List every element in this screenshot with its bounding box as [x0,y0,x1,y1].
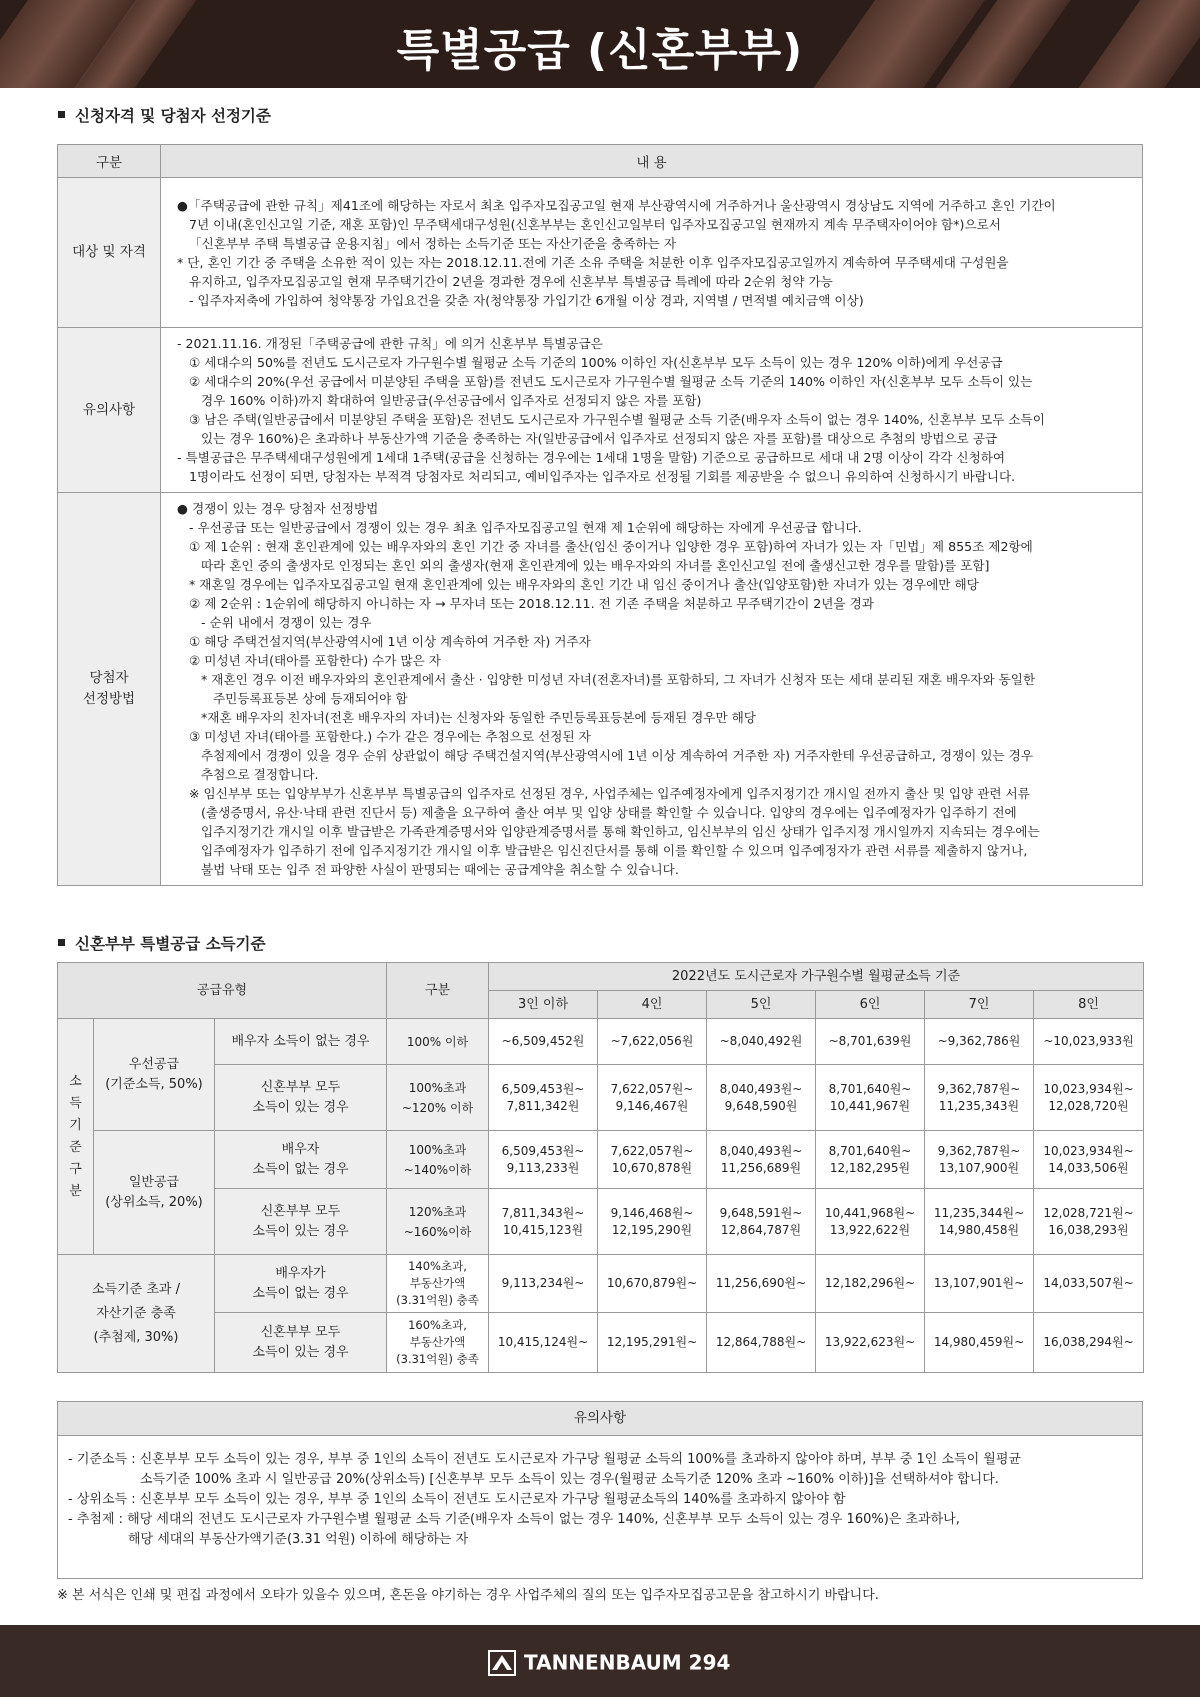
income-value [489,1131,598,1189]
content-line: * 재혼인 경우 이전 배우자와의 혼인관계에서 출산 · 입양한 미성년 자녀(전혼자녀)를 포함하되, 그 자녀가 신청자 또는 세대 분리된 재혼 배우자와 동일한 [201,672,1036,687]
cell-line: 120%초과 [408,1204,467,1219]
supply-type-header: 공급유형 [58,963,387,1019]
income-value [598,1255,707,1313]
supply-type [215,1131,387,1189]
cell-line: (기준소득, 50%) [105,1076,203,1092]
cell-line: 12,028,721원~ [1043,1205,1134,1220]
cell-line: ~7,622,056원 [610,1034,694,1048]
income-value [925,1255,1034,1313]
content-header: 내 용 [161,145,1143,178]
footnote: ※ 본 서식은 인쇄 및 편집 과정에서 오타가 있을수 있으며, 혼돈을 야기하는 경우 사업주체의 질의 또는 입주자모집공고문을 참고하시기 바랍니다. [57,1588,879,1603]
cell-line: ~120% 이하 [401,1100,474,1115]
income-value [707,1065,816,1131]
household-size-header: 8인 [1034,991,1144,1019]
cell-line: 9,113,233원 [506,1160,580,1175]
cell-line: 16,038,293원 [1048,1222,1129,1237]
cell-line: 11,235,344원~ [933,1205,1025,1220]
content-line: 추첨제에서 경쟁이 있을 경우 순위 상관없이 해당 주택건설지역(부산광역시에 1년 이상 계속하여 거주한 자) 거주자한테 우선공급하고, 경쟁이 있는 경우 [201,748,1033,763]
income-row [58,1131,1144,1189]
income-value [816,1131,925,1189]
income-value [489,1313,598,1373]
income-value [925,1131,1034,1189]
note-line: - 상위소득 : 신혼부부 모두 소득이 있는 경우, 부부 중 1인의 소득이 전년도 도시근로자 가구당 월평균소득의 140%를 초과하지 않아야 함 [68,1492,846,1507]
supply-type [215,1019,387,1065]
content-line: ② 미성년 자녀(태아를 포함한다) 수가 많은 자 [189,653,441,668]
content-line: ② 세대수의 20%(우선 공급에서 미분양된 주택을 포함)를 전년도 도시근로자 가구원수별 월평균 소득 기준의 140% 이하인 자(신혼부부 모두 소득이 있는 [189,374,1033,389]
cell-line: ~8,701,639원 [828,1034,912,1048]
cell-line: 100%초과 [408,1080,467,1095]
supply-group-name [94,1019,215,1131]
cell-line: ~8,040,492원 [719,1034,803,1048]
side-label-char: 소 [69,1073,82,1089]
income-value [925,1313,1034,1373]
cell-line: 소득이 있는 경우 [252,1344,349,1360]
income-row [58,1255,1144,1313]
cell-line: 신혼부부 모두 [260,1079,341,1095]
cell-line: 배우자 [281,1141,320,1157]
eligibility-row [58,493,1143,886]
cell-line: 소득이 있는 경우 [252,1099,349,1115]
content-line: ●「주택공급에 관한 규칙」제41조에 해당하는 자로서 최초 입주자모집공고일 현재 부산광역시에 거주하거나 울산광역시 경상남도 지역에 거주하고 혼인 기간이 [177,197,1056,213]
cell-line: 13,922,622원 [829,1222,911,1237]
side-label-char: 분 [69,1183,82,1199]
cell-line: 9,146,468원~ [610,1205,694,1220]
cell-line: (3.31억원) 충족 [396,1293,479,1307]
cell-line: 13,107,901원~ [933,1276,1025,1290]
supply-group-name [94,1131,215,1255]
cell-line: 자산기준 충족 [96,1305,176,1321]
row-label-line: 당첨자 [89,670,129,686]
income-row [58,1019,1144,1065]
cell-line: 10,670,879원~ [606,1276,698,1290]
eligibility-row [58,328,1143,493]
content-line: ① 해당 주택건설지역(부산광역시에 1년 이상 계속하여 거주한 자) 거주자 [189,634,591,649]
cell-line: 6,509,453원~ [501,1143,585,1158]
content-line: ※ 임신부부 또는 입양부부가 신혼부부 특별공급의 입주자로 선정된 경우, 사업주체는 입주예정자에게 입주지정기간 개시일 전까지 출산 및 입양 관련 서류 [189,786,1030,801]
income-value [816,1255,925,1313]
cell-line: 9,648,591원~ [719,1205,803,1220]
note-line: - 기준소득 : 신혼부부 모두 소득이 있는 경우, 부부 중 1인의 소득이 전년도 도시근로자 가구당 월평균 소득의 100%를 초과하지 않아야 하며, 부부 중 1인 소득이 월평균 [68,1452,1021,1467]
content-line: ② 제 2순위 : 1순위에 해당하지 아니하는 자 → 무자녀 또는 2018.12.11. 전 기존 주택을 처분하고 무주택기간이 2년을 경과 [189,596,874,611]
content-line: *재혼 배우자의 친자녀(전혼 배우자의 자녀)는 신청자와 동일한 주민등록표등본에 등재된 경우만 해당 [201,710,756,725]
content-line: ③ 미성년 자녀(태아를 포함한다.) 수가 같은 경우에는 추첨으로 선정된 자 [189,729,591,744]
content-line: 따라 혼인 중의 출생자로 인정되는 혼인 외의 출생자(현재 혼인관계에 있는 배우자와의 자녀를 혼인신고일 전에 출생신고한 경우를 말함)를 포함] [201,558,990,573]
income-value [1034,1189,1144,1255]
content-line: ① 세대수의 50%를 전년도 도시근로자 가구원수별 월평균 소득 기준의 100% 이하인 자(신혼부부 모두 소득이 있는 경우 120% 이하)에게 우선공급 [189,355,1003,370]
income-value [925,1189,1034,1255]
row-content [161,178,1143,328]
cell-line: 소득이 있는 경우 [252,1223,349,1239]
content-line: - 입주자저축에 가입하여 청약통장 가입요건을 갖춘 자(청약통장 가입기간 6개월 이상 경과, 지역별 / 면적별 예치금액 이상) [189,292,864,308]
notes-body [58,1436,1142,1550]
income-value [707,1019,816,1065]
income-value [707,1313,816,1373]
cell-line: ~6,509,452원 [501,1034,585,1048]
cell-line: 100%초과 [408,1142,467,1157]
income-value [1034,1019,1144,1065]
cell-line: 10,415,124원~ [497,1335,589,1349]
cell-line: 9,362,787원~ [937,1143,1021,1158]
income-value [598,1019,707,1065]
income-criteria [387,1019,489,1065]
cell-line: 8,701,640원~ [828,1081,912,1096]
cell-line: 140%초과, [408,1259,467,1273]
row-label-line: 선정방법 [82,691,136,707]
page-footer [0,1625,1200,1697]
income-row [58,1313,1144,1373]
income-value [816,1313,925,1373]
category-header: 구분 [58,145,161,178]
income-value [925,1019,1034,1065]
household-size-header: 4인 [598,991,707,1019]
cell-line: 12,182,295원 [829,1160,911,1175]
content-line: - 우선공급 또는 일반공급에서 경쟁이 있는 경우 최초 입주자모집공고일 현재 제 1순위에 해당하는 자에게 우선공급 합니다. [189,520,862,535]
note-line: 소득기준 100% 초과 시 일반공급 20%(상위소득) [신혼부부 모두 소득이 있는 경우(월평균 소득기준 120% 초과 ~160% 이하)]을 선택하셔야 합니다. [140,1472,999,1487]
content-line: - 특별공급은 무주택세대구성원에게 1세대 1주택(공급을 신청하는 경우에는 1세대 1명을 말함) 기준으로 공급하므로 세대 내 2명 이상이 각각 신청하여 [177,450,1006,465]
cell-line: 13,922,623원~ [824,1335,916,1349]
supply-type [215,1065,387,1131]
cell-line: 16,038,294원~ [1043,1335,1134,1349]
content-line: 주민등록표등본 상에 등재되어야 함 [213,691,408,706]
cell-line: (추첨제, 30%) [93,1329,179,1345]
cell-line: 우선공급 [128,1056,180,1072]
cell-line: 100% 이하 [406,1034,469,1049]
content-line: * 재혼일 경우에는 입주자모집공고일 현재 혼인관계에 있는 배우자와의 혼인 기간 내 임신 중이거나 출산(입양포함)한 자녀가 있는 경우에만 해당 [189,577,979,592]
cell-line: 배우자가 [275,1265,326,1281]
supply-type [215,1189,387,1255]
income-value [707,1131,816,1189]
side-label-char: 구 [69,1161,82,1177]
content-line: 1명이라도 선정이 되면, 당첨자는 부적격 당첨자로 처리되고, 예비입주자는 입주자로 선정될 기회를 제공받을 수 없으니 유의하여 신청하시기 바랍니다. [189,469,1016,484]
supply-group-name [58,1255,215,1373]
cell-line: 소득이 없는 경우 [252,1161,349,1177]
cell-line: 7,622,057원~ [610,1081,694,1096]
supply-type [215,1313,387,1373]
row-label [58,493,161,886]
income-criteria [387,1131,489,1189]
income-value [489,1019,598,1065]
cell-line: 11,256,690원~ [715,1276,807,1290]
content-line: ③ 남은 주택(일반공급에서 미분양된 주택을 포함)은 전년도 도시근로자 가구원수별 월평균 소득 기준(배우자 소득이 없는 경우 140%, 신혼부부 모두 소득이 [189,412,1045,427]
household-size-header: 6인 [816,991,925,1019]
cell-line: 12,028,720원 [1048,1098,1129,1113]
cell-line: ~10,023,933원 [1043,1034,1134,1048]
cell-line: ~9,362,786원 [937,1034,1021,1048]
cell-line: 14,980,459원~ [933,1335,1025,1349]
cell-line: 소득기준 초과 / [92,1281,180,1297]
cell-line: 9,113,234원~ [501,1276,585,1290]
row-label: 유의사항 [58,328,161,493]
cell-line: 12,195,290원 [611,1222,693,1237]
cell-line: 13,107,900원 [938,1160,1020,1175]
content-line: - 순위 내에서 경쟁이 있는 경우 [201,615,372,630]
cell-line: 신혼부부 모두 [260,1203,341,1219]
income-criteria-table [57,962,1144,1373]
row-label: 대상 및 자격 [58,178,161,328]
income-value [598,1131,707,1189]
tannenbaum-logo-icon [488,1650,516,1676]
content-line: ① 제 1순위 : 현재 혼인관계에 있는 배우자와의 혼인 기간 중 자녀를 출산(임신 중이거나 입양한 경우 포함)하여 자녀가 있는 자「민법」제 855조 제2항에 [189,539,1033,554]
section-title-income: 신혼부부 특별공급 소득기준 [58,932,265,954]
criteria-header: 구분 [387,963,489,1019]
cell-line: 10,670,878원 [611,1160,693,1175]
cell-line: (3.31억원) 충족 [396,1352,479,1366]
cell-line: 8,701,640원~ [828,1143,912,1158]
cell-line: 8,040,493원~ [719,1143,803,1158]
cell-line: ~160%이하 [403,1224,472,1239]
cell-line: 12,864,787원 [720,1222,802,1237]
content-line: 유지하고, 입주자모집공고일 현재 무주택기간이 2년을 경과한 경우에 신혼부부 특별공급 특례에 따라 2순위 청약 가능 [189,273,833,289]
cell-line: 11,235,343원 [938,1098,1020,1113]
content-line: 「신혼부부 주택 특별공급 운용지침」에서 정하는 소득기준 또는 자산기준을 충족하는 자 [189,235,677,251]
income-criteria [387,1255,489,1313]
cell-line: 소득이 없는 경우 [252,1285,349,1301]
income-header-row [58,963,1144,991]
cell-line: ~140%이하 [403,1162,472,1177]
cell-line: 10,023,934원~ [1043,1143,1134,1158]
cell-line: 6,509,453원~ [501,1081,585,1096]
cell-line: 7,811,342원 [506,1098,580,1113]
cell-line: 12,182,296원~ [824,1276,916,1290]
cell-line: 14,033,506원 [1048,1160,1129,1175]
cell-line: 10,441,967원 [829,1098,911,1113]
notes-box [57,1401,1143,1579]
cell-line: 7,622,057원~ [610,1143,694,1158]
income-value [707,1189,816,1255]
eligibility-table [57,144,1143,886]
content-line: ● 경쟁이 있는 경우 당첨자 선정방법 [177,501,379,516]
row-content [161,493,1143,886]
income-value [1034,1313,1144,1373]
supply-type [215,1255,387,1313]
content-line: 7년 이내(혼인신고일 기준, 재혼 포함)인 무주택세대구성원(신혼부부는 혼인신고일부터 입주자모집공고일 현재까지 계속 무주택자이어야 함*)으로서 [189,216,1001,232]
income-value [598,1189,707,1255]
note-line: 해당 세대의 부동산가액기준(3.31 억원) 이하에 해당하는 자 [128,1532,469,1547]
notes-title: 유의사항 [58,1402,1142,1436]
cell-line: 배우자 소득이 없는 경우 [231,1033,370,1049]
side-label-char: 기 [69,1117,82,1133]
content-line: 추첨으로 결정합니다. [201,767,319,782]
content-line: (출생증명서, 유산·낙태 관련 진단서 등) 제출을 요구하여 출산 여부 및 입양 상태를 확인할 수 있습니다. 입양의 경우에는 입주예정자가 입주하기 전에 [201,805,1017,820]
content-line: 불법 낙태 또는 입주 전 파양한 사실이 판명되는 때에는 공급계약을 취소할 수 있습니다. [201,862,679,877]
household-size-header: 7인 [925,991,1034,1019]
income-value [489,1189,598,1255]
content-line: 있는 경우 160%)은 초과하나 부동산가액 기준을 충족하는 자(일반공급에서 입주자로 선정되지 않은 자를 포함)를 대상으로 추첨의 방법으로 공급 [201,431,998,446]
side-label-char: 득 [69,1095,82,1111]
row-content [161,328,1143,493]
cell-line: 신혼부부 모두 [260,1324,341,1340]
brand-logo [488,1649,730,1673]
cell-line: 9,648,590원 [724,1098,798,1113]
cell-line: 10,023,934원~ [1043,1081,1134,1096]
side-label-char: 준 [69,1139,82,1155]
income-criteria [387,1065,489,1131]
content-line: 경우 160% 이하)까지 확대하여 일반공급(우선공급에서 입주자로 선정되지 않은 자를 포함) [201,393,702,408]
income-value [598,1313,707,1373]
income-value [598,1065,707,1131]
income-value [925,1065,1034,1131]
brand-name: TANNENBAUM 294 [524,1650,731,1675]
income-value [816,1065,925,1131]
income-criteria [387,1313,489,1373]
cell-line: 10,441,968원~ [824,1205,916,1220]
content-line: 입주예정자가 입주하기 전에 입주지정기간 개시일 이후 발급받은 임신진단서를 통해 이를 확인할 수 있으며 입주예정자가 관련 서류를 제출하지 않거나, [201,843,1028,858]
eligibility-row [58,178,1143,328]
cell-line: 부동산가액 [409,1276,466,1290]
income-value [816,1189,925,1255]
cell-line: 14,980,458원 [938,1222,1020,1237]
cell-line: 부동산가액 [409,1335,466,1349]
content-line: 입주지정기간 개시일 이후 발급받은 가족관계증명서와 입양관계증명서를 통해 확인하고, 임신부부의 임신 상태가 입주지정 개시일까지 지속되는 경우에는 [201,824,1040,839]
income-value [816,1019,925,1065]
income-value [707,1255,816,1313]
page-header [0,0,1200,88]
eligibility-header-row [58,145,1143,178]
cell-line: 12,864,788원~ [715,1335,807,1349]
income-value [1034,1131,1144,1189]
income-value [489,1255,598,1313]
household-size-header: 3인 이하 [489,991,598,1019]
income-value [1034,1065,1144,1131]
income-row [58,1065,1144,1131]
cell-line: 8,040,493원~ [719,1081,803,1096]
cell-line: 160%초과, [408,1318,467,1332]
cell-line: 9,146,467원 [615,1098,689,1113]
cell-line: 7,811,343원~ [501,1205,585,1220]
cell-line: 14,033,507원~ [1043,1276,1134,1290]
page-title: 특별공급 (신혼부부) [396,25,804,76]
income-row [58,1189,1144,1255]
income-value [489,1065,598,1131]
note-line: - 추첨제 : 해당 세대의 전년도 도시근로자 가구원수별 월평균 소득 기준(배우자 소득이 없는 경우 140%, 신혼부부 모두 소득이 있는 경우 160%)은 초과하나, [68,1512,960,1527]
income-year-header: 2022년도 도시근로자 가구원수별 월평균소득 기준 [489,963,1144,991]
cell-line: 9,362,787원~ [937,1081,1021,1096]
section-title-eligibility: 신청자격 및 당첨자 선정기준 [58,104,271,126]
income-value [1034,1255,1144,1313]
content-line: * 단, 혼인 기간 중 주택을 소유한 적이 있는 자는 2018.12.11.전에 기존 소유 주택을 처분한 이후 입주자모집공고일까지 계속하여 무주택세대 구성원을 [177,254,1009,270]
cell-line: (상위소득, 20%) [105,1194,203,1210]
cell-line: 10,415,123원 [502,1222,584,1237]
cell-line: 12,195,291원~ [606,1335,698,1349]
cell-line: 일반공급 [128,1174,180,1190]
side-label [58,1019,94,1255]
cell-line: 11,256,689원 [720,1160,802,1175]
income-criteria [387,1189,489,1255]
content-line: - 2021.11.16. 개정된「주택공급에 관한 규칙」에 의거 신혼부부 특별공급은 [177,336,603,351]
household-size-header: 5인 [707,991,816,1019]
